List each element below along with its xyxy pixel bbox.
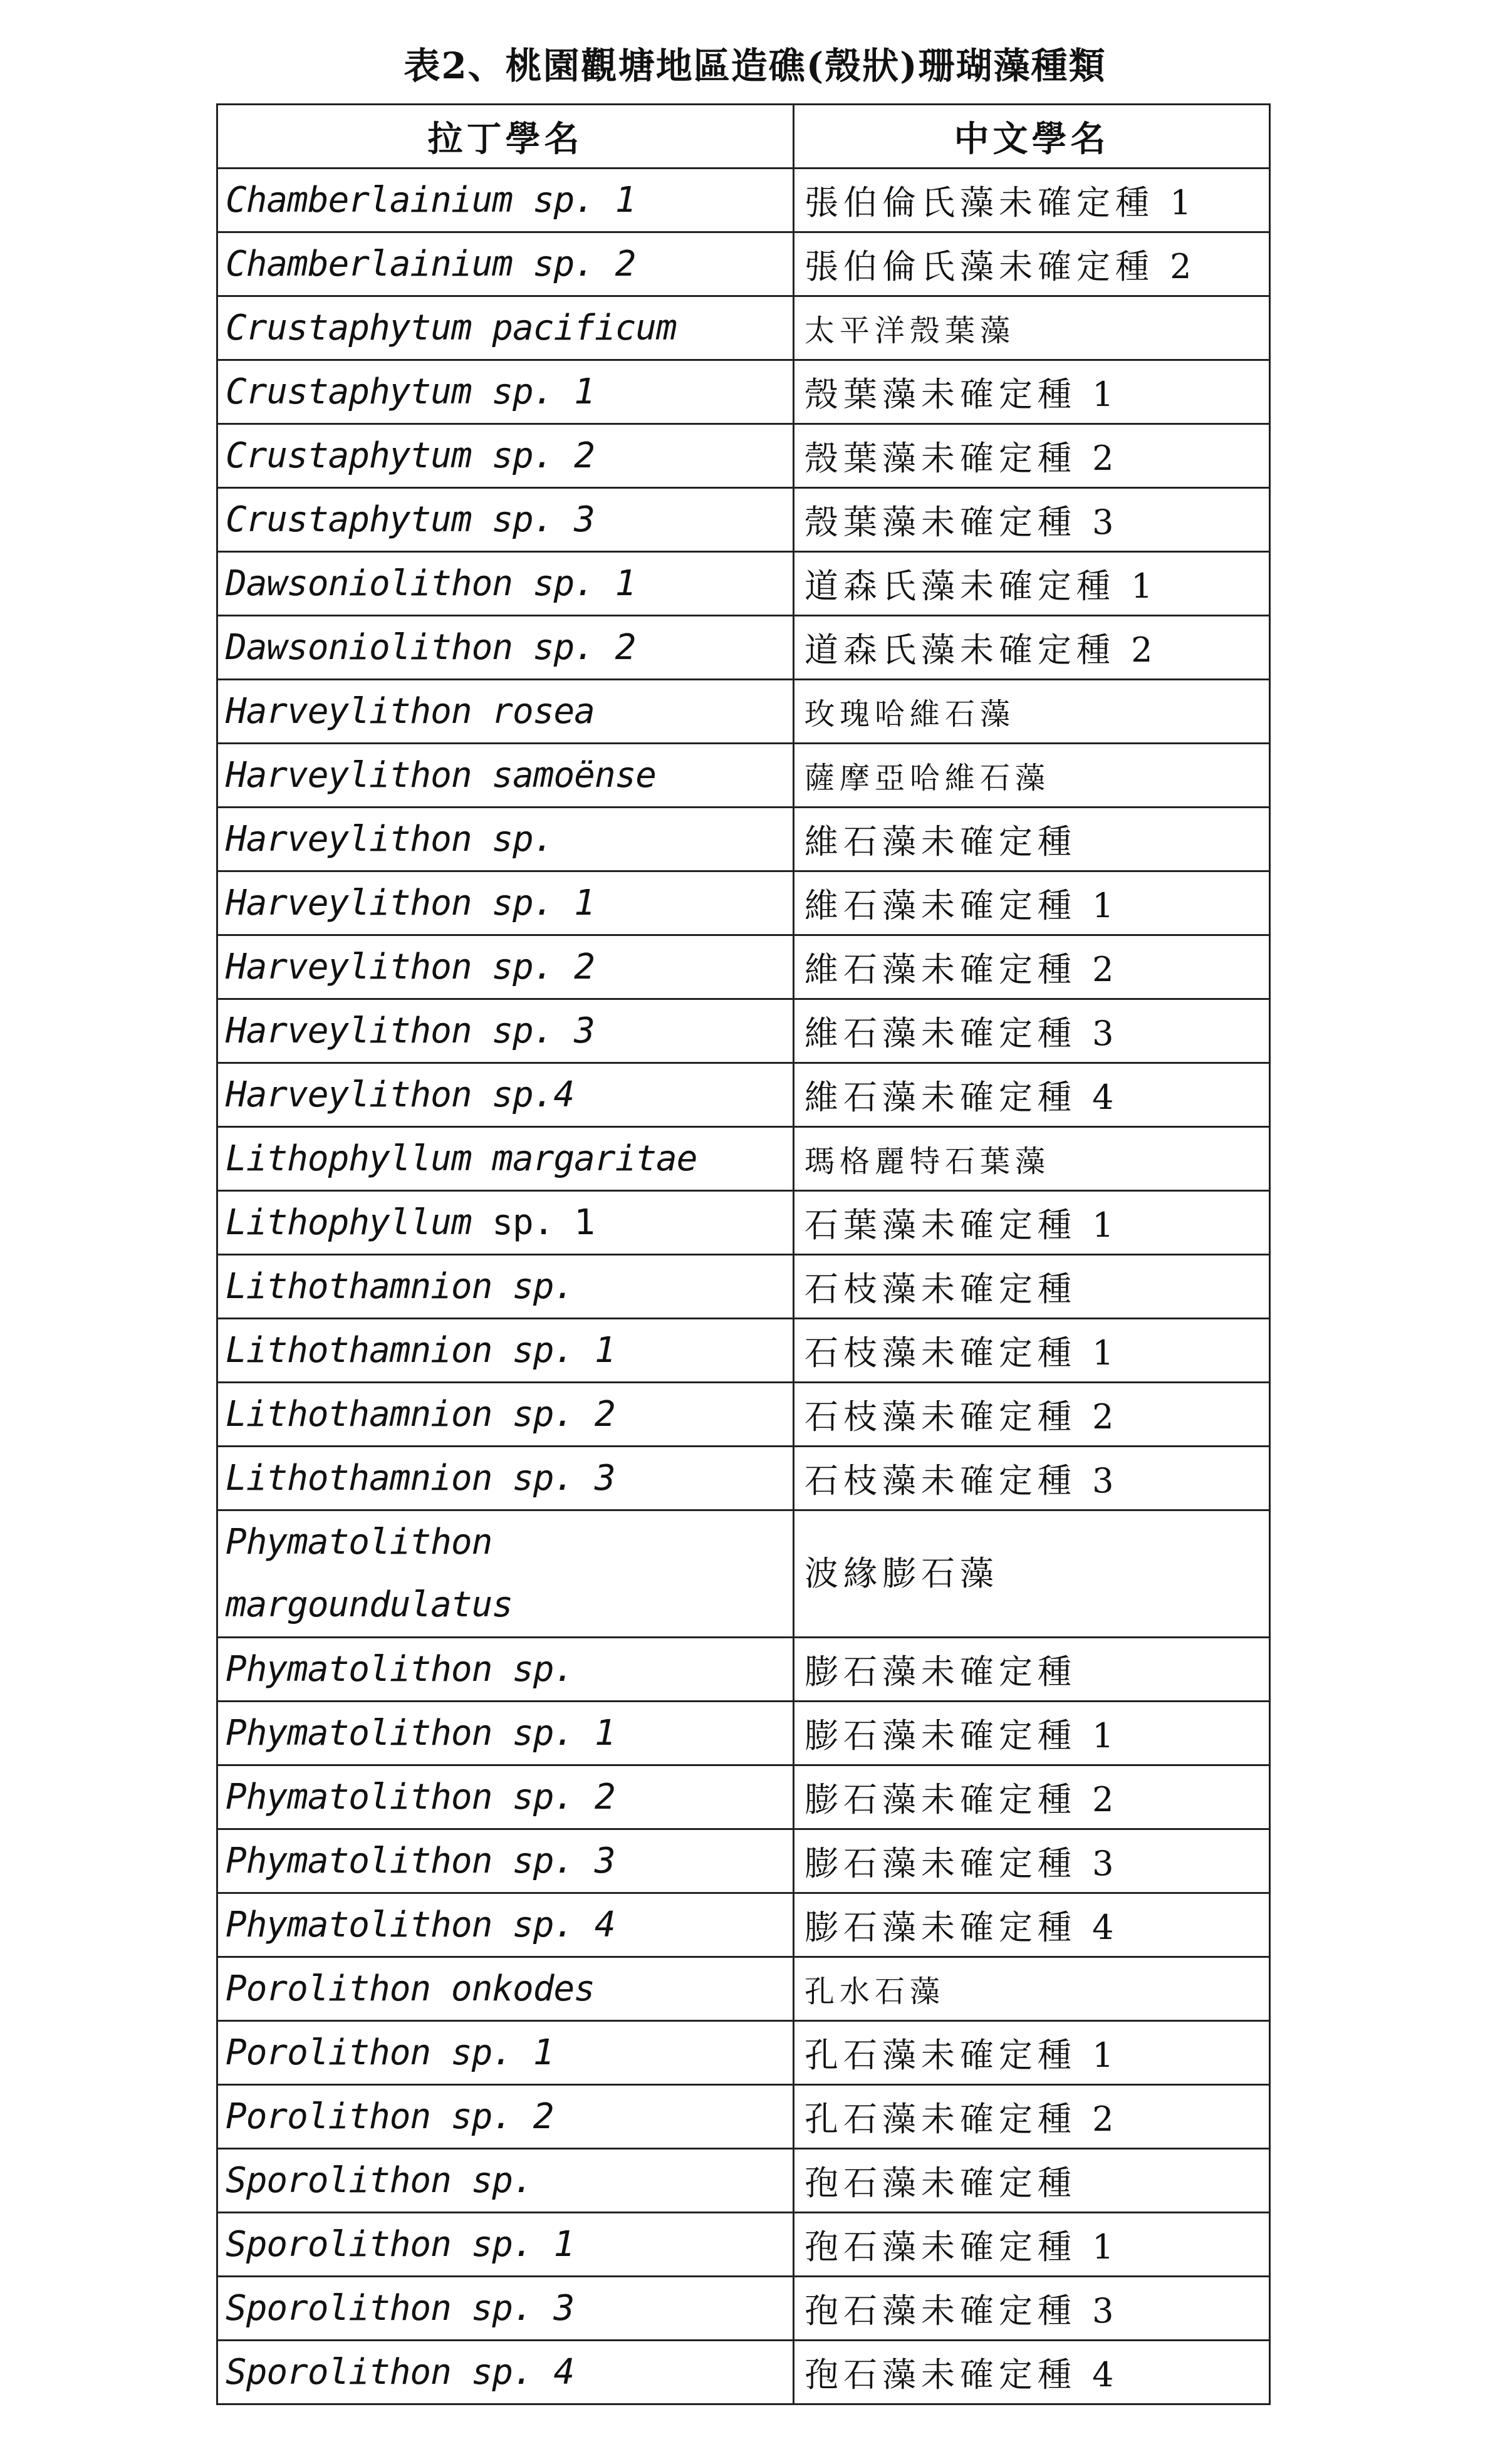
chinese-name-text: 孢石藻未確定種 1 <box>804 2227 1119 2267</box>
latin-name-cell <box>217 1510 794 1638</box>
latin-name-cell <box>217 424 794 488</box>
table-row <box>217 1957 1270 2021</box>
chinese-name-cell <box>794 1638 1270 1702</box>
table-row <box>217 999 1270 1063</box>
table-row <box>217 1447 1270 1510</box>
chinese-name-text: 石枝藻未確定種 2 <box>804 1397 1119 1437</box>
latin-name-text: Harveylithon sp. 2 <box>226 947 595 987</box>
chinese-name-text: 石枝藻未確定種 3 <box>804 1461 1119 1500</box>
chinese-name-text: 石枝藻未確定種 1 <box>804 1333 1119 1373</box>
chinese-name-text: 石葉藻未確定種 1 <box>804 1205 1119 1245</box>
table-row <box>217 552 1270 616</box>
latin-name-text: Phymatolithon sp. 4 <box>226 1905 615 1945</box>
chinese-name-text: 膨石藻未確定種 2 <box>804 1780 1119 1819</box>
table-row <box>217 232 1270 296</box>
chinese-name-text: 殼葉藻未確定種 2 <box>804 439 1119 478</box>
latin-name-cell <box>217 1127 794 1191</box>
chinese-name-text: 孔石藻未確定種 1 <box>804 2035 1119 2075</box>
latin-name-text: Crustaphytum pacificum <box>226 308 677 348</box>
chinese-name-text: 膨石藻未確定種 3 <box>804 1844 1119 1883</box>
latin-name-cell <box>217 999 794 1063</box>
chinese-name-text: 道森氏藻未確定種 1 <box>804 566 1158 606</box>
latin-name-text: Sporolithon sp. 1 <box>226 2224 575 2265</box>
table-row <box>217 1191 1270 1255</box>
table-row <box>217 871 1270 935</box>
latin-name-cell <box>217 871 794 935</box>
latin-name-cell <box>217 1383 794 1447</box>
latin-name-text: Porolithon sp. 1 <box>226 2032 554 2073</box>
table-row <box>217 169 1270 232</box>
table-row <box>217 1383 1270 1447</box>
latin-name-text: Phymatolithon sp. <box>226 1649 575 1690</box>
latin-name-text: Lithophyllum <box>226 1202 472 1243</box>
table-row <box>217 1893 1270 1957</box>
latin-name-text: Harveylithon rosea <box>226 691 595 732</box>
chinese-name-text: 殼葉藻未確定種 3 <box>804 502 1119 542</box>
latin-name-cell <box>217 1765 794 1829</box>
table-row <box>217 488 1270 552</box>
table-row <box>217 1127 1270 1191</box>
chinese-name-cell <box>794 1127 1270 1191</box>
table-row <box>217 2213 1270 2277</box>
latin-name-cell <box>217 1255 794 1319</box>
latin-name-text: Harveylithon sp. <box>226 819 554 860</box>
table-row <box>217 935 1270 999</box>
latin-name-cell <box>217 1063 794 1127</box>
chinese-name-text: 張伯倫氏藻未確定種 1 <box>804 183 1197 222</box>
latin-name-cell <box>217 2341 794 2404</box>
chinese-name-text: 孢石藻未確定種 3 <box>804 2291 1119 2331</box>
chinese-name-text: 維石藻未確定種 1 <box>804 886 1119 925</box>
chinese-name-text: 太平洋殼葉藻 <box>804 313 1016 348</box>
latin-name-text: Harveylithon samoënse <box>226 755 657 796</box>
chinese-name-cell <box>794 488 1270 552</box>
latin-name-text: Porolithon onkodes <box>226 1968 595 2009</box>
chinese-name-cell <box>794 935 1270 999</box>
table-row <box>217 1319 1270 1383</box>
latin-name-text: Sporolithon sp. <box>226 2160 533 2201</box>
chinese-name-text: 瑪格麗特石葉藻 <box>804 1144 1051 1179</box>
latin-name-text: Phymatolithon sp. 3 <box>226 1841 615 1881</box>
latin-name-cell <box>217 744 794 808</box>
latin-name-text: Dawsoniolithon sp. 2 <box>226 627 636 668</box>
chinese-name-text: 石枝藻未確定種 <box>804 1269 1076 1309</box>
latin-name-text: Crustaphytum sp. 1 <box>226 372 595 412</box>
table-row <box>217 1702 1270 1765</box>
latin-name-cell <box>217 488 794 552</box>
latin-name-text: Porolithon sp. 2 <box>226 2096 554 2137</box>
table-row <box>217 1510 1270 1638</box>
latin-name-text: Sporolithon sp. 4 <box>226 2352 575 2393</box>
latin-name-cell <box>217 1957 794 2021</box>
chinese-name-cell <box>794 1447 1270 1510</box>
chinese-name-cell <box>794 2149 1270 2213</box>
chinese-name-text: 膨石藻未確定種 4 <box>804 1908 1119 1947</box>
table-row <box>217 1063 1270 1127</box>
latin-name-text: Lithothamnion sp. 3 <box>226 1458 615 1499</box>
table-row <box>217 1638 1270 1702</box>
chinese-name-cell <box>794 424 1270 488</box>
latin-name-text: Harveylithon sp. 3 <box>226 1011 595 1051</box>
chinese-name-text: 張伯倫氏藻未確定種 2 <box>804 247 1197 286</box>
latin-name-cell <box>217 680 794 744</box>
latin-name-text: Phymatolithon margoundulatus <box>226 1522 513 1625</box>
latin-name-text: Lithophyllum margaritae <box>226 1138 697 1179</box>
chinese-name-cell <box>794 1319 1270 1383</box>
latin-name-cell <box>217 1191 794 1255</box>
chinese-name-cell <box>794 744 1270 808</box>
latin-name-cell <box>217 616 794 680</box>
chinese-name-cell <box>794 2085 1270 2149</box>
chinese-name-cell <box>794 296 1270 360</box>
chinese-name-text: 孔水石藻 <box>804 1974 945 2009</box>
latin-name-cell <box>217 1638 794 1702</box>
chinese-name-cell <box>794 1893 1270 1957</box>
latin-name-cell <box>217 2213 794 2277</box>
table-row <box>217 2085 1270 2149</box>
chinese-name-text: 維石藻未確定種 2 <box>804 950 1119 989</box>
table-row <box>217 680 1270 744</box>
chinese-name-text: 膨石藻未確定種 <box>804 1652 1076 1692</box>
latin-name-cell <box>217 296 794 360</box>
table-row <box>217 808 1270 871</box>
latin-name-text: Lithothamnion sp. 2 <box>226 1394 615 1435</box>
latin-name-cell <box>217 2149 794 2213</box>
latin-name-text: Sporolithon sp. 3 <box>226 2288 575 2329</box>
latin-name-text: Crustaphytum sp. 2 <box>226 435 595 476</box>
chinese-name-cell <box>794 2021 1270 2085</box>
latin-name-text: Dawsoniolithon sp. 1 <box>226 563 636 604</box>
chinese-name-cell <box>794 1829 1270 1893</box>
chinese-name-cell <box>794 232 1270 296</box>
chinese-name-text: 波緣膨石藻 <box>804 1554 999 1593</box>
latin-name-text: Lithothamnion sp. <box>226 1266 575 1307</box>
table-row <box>217 1829 1270 1893</box>
latin-name-text: Chamberlainium sp. 2 <box>226 244 636 284</box>
chinese-name-cell <box>794 2277 1270 2341</box>
table-body <box>217 169 1270 2404</box>
latin-name-text: Chamberlainium sp. 1 <box>226 180 636 221</box>
latin-name-suffix: sp. 1 <box>492 1202 595 1243</box>
latin-name-cell <box>217 1893 794 1957</box>
latin-name-cell <box>217 1829 794 1893</box>
chinese-name-cell <box>794 1383 1270 1447</box>
table-row <box>217 296 1270 360</box>
table-row <box>217 2149 1270 2213</box>
header-chinese-name: 中文學名 <box>794 105 1270 169</box>
chinese-name-cell <box>794 808 1270 871</box>
chinese-name-text: 玫瑰哈維石藻 <box>804 697 1016 732</box>
chinese-name-cell <box>794 1063 1270 1127</box>
latin-name-text: Harveylithon sp. 1 <box>226 883 595 923</box>
page-title: 表2、桃園觀塘地區造礁(殼狀)珊瑚藻種類 <box>404 44 1106 87</box>
chinese-name-text: 孔石藻未確定種 2 <box>804 2099 1119 2139</box>
latin-name-text: Harveylithon sp.4 <box>226 1074 575 1115</box>
latin-name-cell <box>217 1319 794 1383</box>
table-header-row <box>217 105 1270 169</box>
latin-name-cell <box>217 552 794 616</box>
chinese-name-cell <box>794 616 1270 680</box>
header-latin-name: 拉丁學名 <box>217 105 794 169</box>
latin-name-cell <box>217 232 794 296</box>
table-row <box>217 2341 1270 2404</box>
table-row <box>217 424 1270 488</box>
chinese-name-cell <box>794 871 1270 935</box>
table-row <box>217 360 1270 424</box>
chinese-name-cell <box>794 999 1270 1063</box>
table-row <box>217 744 1270 808</box>
latin-name-text: Phymatolithon sp. 1 <box>226 1713 615 1754</box>
latin-name-cell <box>217 1447 794 1510</box>
chinese-name-text: 孢石藻未確定種 <box>804 2163 1076 2203</box>
table-row <box>217 1765 1270 1829</box>
latin-name-cell <box>217 1702 794 1765</box>
chinese-name-cell <box>794 360 1270 424</box>
chinese-name-text: 膨石藻未確定種 1 <box>804 1716 1119 1755</box>
chinese-name-cell <box>794 1510 1270 1638</box>
chinese-name-cell <box>794 2341 1270 2404</box>
chinese-name-cell <box>794 2213 1270 2277</box>
chinese-name-cell <box>794 1255 1270 1319</box>
table-row <box>217 616 1270 680</box>
table-row <box>217 1255 1270 1319</box>
chinese-name-cell <box>794 1765 1270 1829</box>
species-table <box>216 103 1271 2405</box>
latin-name-cell <box>217 169 794 232</box>
latin-name-text: Phymatolithon sp. 2 <box>226 1777 615 1817</box>
chinese-name-cell <box>794 1957 1270 2021</box>
latin-name-text: Crustaphytum sp. 3 <box>226 499 595 540</box>
chinese-name-text: 薩摩亞哈維石藻 <box>804 761 1051 796</box>
table-row <box>217 2277 1270 2341</box>
chinese-name-text: 殼葉藻未確定種 1 <box>804 375 1119 414</box>
chinese-name-text: 維石藻未確定種 3 <box>804 1014 1119 1053</box>
latin-name-text: Lithothamnion sp. 1 <box>226 1330 615 1371</box>
table-row <box>217 2021 1270 2085</box>
chinese-name-cell <box>794 552 1270 616</box>
latin-name-cell <box>217 935 794 999</box>
latin-name-cell <box>217 2021 794 2085</box>
chinese-name-cell <box>794 169 1270 232</box>
latin-name-cell <box>217 2085 794 2149</box>
latin-name-cell <box>217 360 794 424</box>
chinese-name-text: 孢石藻未確定種 4 <box>804 2355 1119 2394</box>
latin-name-cell <box>217 808 794 871</box>
chinese-name-cell <box>794 1191 1270 1255</box>
chinese-name-cell <box>794 680 1270 744</box>
chinese-name-text: 維石藻未確定種 4 <box>804 1078 1119 1117</box>
chinese-name-cell <box>794 1702 1270 1765</box>
chinese-name-text: 維石藻未確定種 <box>804 822 1076 861</box>
latin-name-cell <box>217 2277 794 2341</box>
chinese-name-text: 道森氏藻未確定種 2 <box>804 630 1158 670</box>
